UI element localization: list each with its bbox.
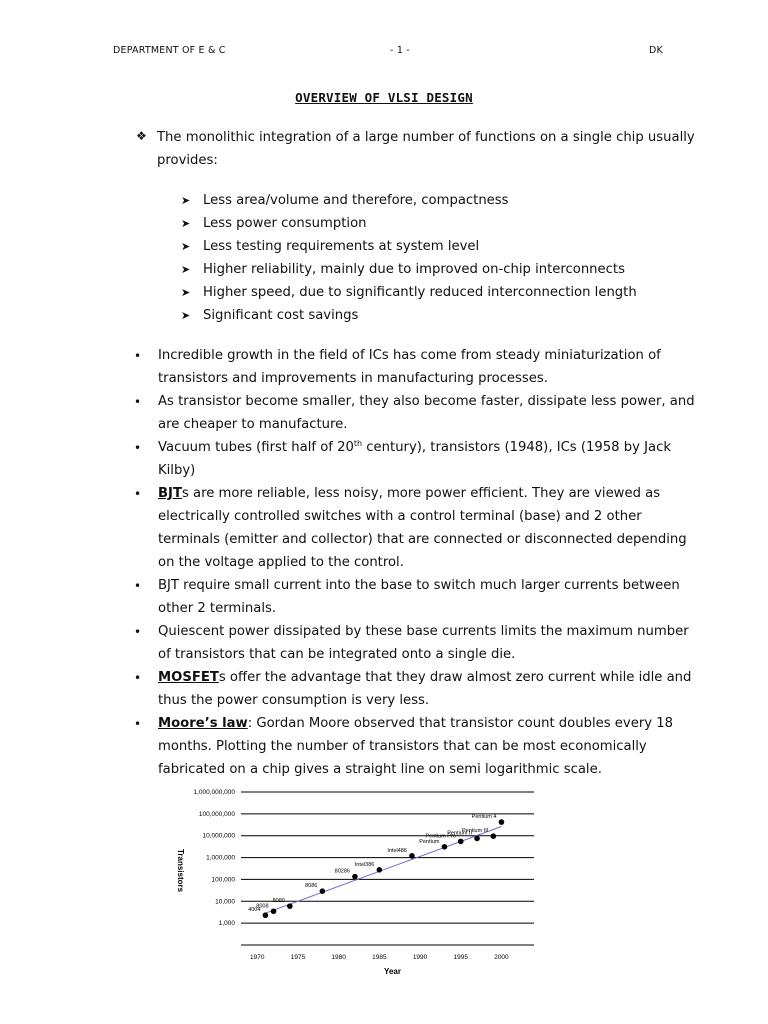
- data-point: [377, 867, 383, 873]
- point-label: Intel486: [387, 847, 407, 854]
- point-label: 4004: [248, 907, 261, 914]
- point-label: Pentium III: [462, 828, 489, 835]
- point-label: 8008: [256, 903, 269, 910]
- list-item: Incredible growth in the field of ICs has come from steady miniaturization of transistors and improvements in manufacturing processes.: [158, 348, 661, 386]
- trend-line: [265, 826, 501, 913]
- point-label: Intel386: [354, 861, 375, 868]
- bullet-dot-icon: •: [134, 441, 142, 455]
- data-point: [474, 836, 480, 842]
- x-tick-label: 1995: [453, 954, 468, 961]
- moores-law-chart: [170, 782, 550, 982]
- bullet-dot-icon: •: [134, 671, 142, 685]
- list-item: BJTs are more reliable, less noisy, more power efficient. They are viewed as electrically controlled switches with a control terminal (base) and 2 other terminals (emitter and collector) that are connected or disconnected depending on the voltage applied to the control.: [158, 486, 687, 570]
- intro-paragraph: [157, 126, 695, 172]
- point-label: Pentium: [419, 838, 440, 845]
- y-tick-label: 10,000: [215, 898, 235, 906]
- point-label: Pentium Pro: [425, 833, 456, 840]
- bullet-dot-icon: •: [134, 487, 142, 501]
- y-tick-label: 10,000,000: [202, 832, 235, 840]
- data-point: [271, 908, 277, 914]
- author-initials: DK: [649, 45, 663, 56]
- list-item: BJT require small current into the base to switch much larger currents between other 2 terminals.: [158, 578, 680, 616]
- point-label: 80286: [334, 868, 350, 875]
- arrow-bullet-icon: ➤: [181, 309, 191, 322]
- bullet-dot-icon: •: [134, 579, 142, 593]
- page-number: - 1 -: [390, 45, 410, 56]
- term-mosfet: MOSFET: [158, 670, 219, 685]
- data-point: [409, 853, 415, 859]
- benefit-item: Less testing requirements at system level: [203, 239, 480, 254]
- y-tick-label: 100,000: [211, 876, 235, 884]
- x-tick-label: 1975: [290, 954, 306, 961]
- list-item: Vacuum tubes (first half of 20th century), transistors (1948), ICs (1958 by Jack Kilby): [158, 439, 671, 478]
- data-point: [442, 844, 448, 850]
- intro-line: The monolithic integration of a large number of functions on a single chip usually: [157, 130, 695, 145]
- bullet-dot-icon: •: [134, 349, 142, 363]
- list-item: MOSFETs offer the advantage that they draw almost zero current while idle and thus the power consumption is very less.: [158, 670, 692, 708]
- y-tick-label: 1,000,000,000: [193, 789, 235, 796]
- benefit-item: Less area/volume and therefore, compactness: [203, 193, 509, 208]
- department-label: DEPARTMENT OF E & C: [113, 45, 226, 56]
- data-point: [491, 833, 497, 839]
- data-point: [499, 819, 505, 825]
- x-tick-label: 1970: [250, 954, 265, 961]
- data-point: [352, 874, 358, 880]
- arrow-bullet-icon: ➤: [181, 194, 191, 207]
- x-tick-label: 1985: [372, 954, 387, 961]
- list-item: Quiescent power dissipated by these base currents limits the maximum number of transistors that can be integrated onto a single die.: [158, 624, 689, 662]
- data-point: [287, 903, 293, 909]
- benefit-item: Less power consumption: [203, 216, 367, 231]
- x-tick-label: 1980: [331, 954, 346, 961]
- page-title: OVERVIEW OF VLSI DESIGN: [295, 90, 473, 105]
- y-axis-label: Transistors: [176, 848, 185, 893]
- data-point: [320, 888, 326, 894]
- point-label: Pentium II: [447, 830, 473, 837]
- bullet-dot-icon: •: [134, 395, 142, 409]
- x-tick-label: 1990: [412, 954, 428, 961]
- list-item: As transistor become smaller, they also become faster, dissipate less power, and are cheaper to manufacture.: [158, 394, 695, 432]
- x-axis-label: Year: [384, 967, 401, 976]
- list-item: Moore’s law: Gordan Moore observed that transistor count doubles every 18 months. Plotting the number of transistors that can be most economically fabricated on a chip gives a straight line on semi logarithmic scale.: [158, 716, 674, 777]
- term-moores-law: Moore’s law: [158, 716, 248, 731]
- intro-line: provides:: [157, 153, 218, 168]
- arrow-bullet-icon: ➤: [181, 240, 191, 253]
- y-tick-label: 100,000,000: [198, 810, 235, 818]
- benefit-item: Higher speed, due to significantly reduced interconnection length: [203, 285, 637, 300]
- arrow-bullet-icon: ➤: [181, 286, 191, 299]
- point-label: Pentium 4: [471, 814, 497, 821]
- bullet-dot-icon: •: [134, 717, 142, 731]
- data-point: [458, 839, 464, 845]
- y-tick-label: 1,000: [218, 920, 235, 928]
- term-bjt: BJT: [158, 486, 182, 501]
- x-tick-label: 2000: [494, 954, 509, 961]
- point-label: 8086: [305, 883, 318, 890]
- bullet-dot-icon: •: [134, 625, 142, 639]
- benefit-item: Significant cost savings: [203, 308, 359, 323]
- arrow-bullet-icon: ➤: [181, 217, 191, 230]
- y-tick-label: 1,000,000: [206, 854, 235, 862]
- page-header: [0, 45, 768, 59]
- point-label: 8080: [272, 898, 285, 905]
- diamond-bullet-icon: ❖: [136, 129, 147, 143]
- data-point: [263, 912, 269, 918]
- arrow-bullet-icon: ➤: [181, 263, 191, 276]
- benefit-item: Higher reliability, mainly due to improved on-chip interconnects: [203, 262, 625, 277]
